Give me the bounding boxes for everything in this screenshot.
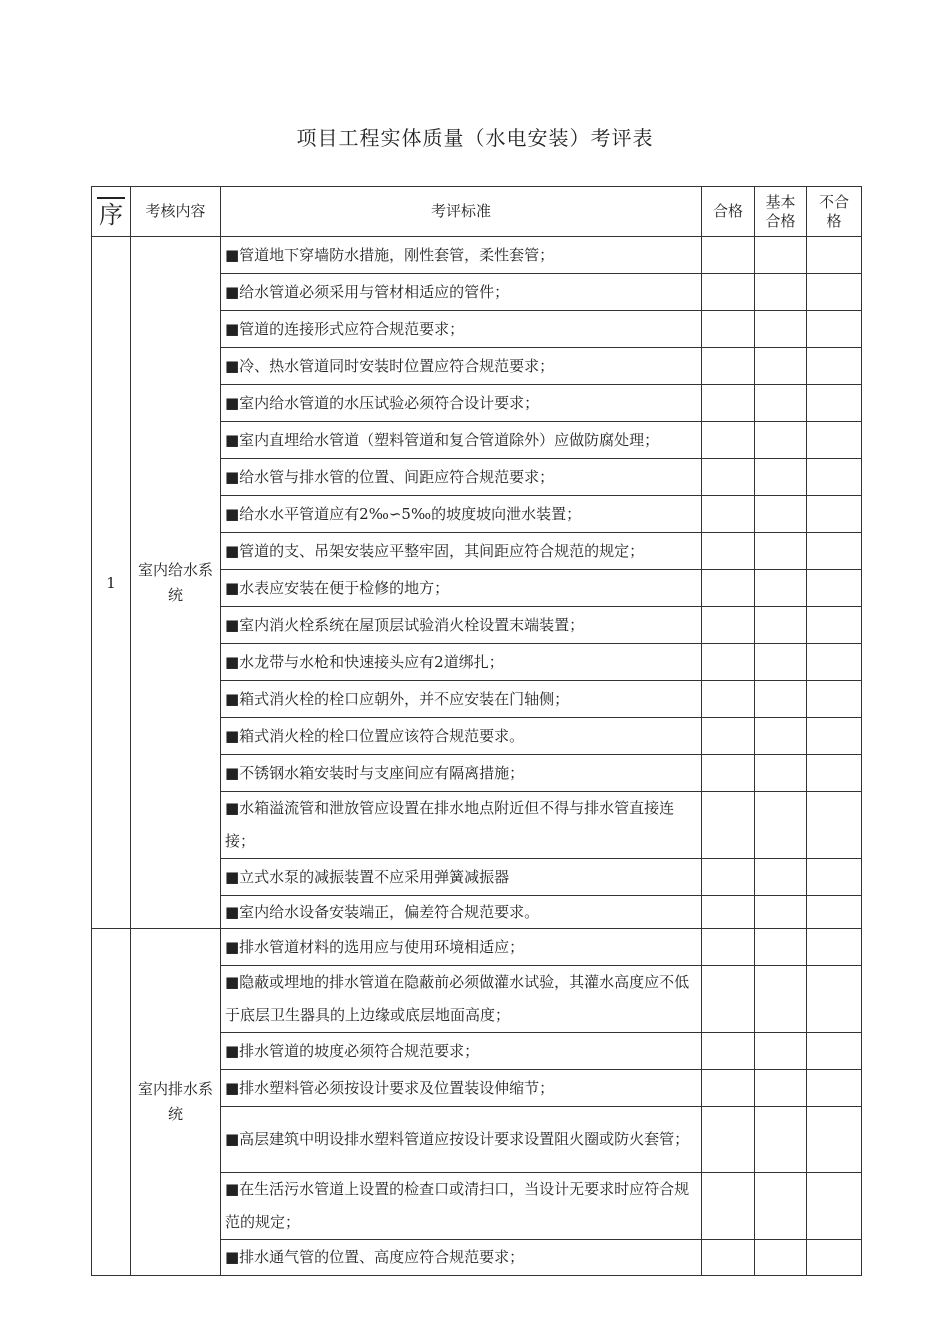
criteria-item: ■给水水平管道应有2‰∽5‰的坡度坡向泄水装置； — [221, 496, 702, 533]
pass-cell[interactable] — [702, 348, 755, 385]
fail-cell[interactable] — [807, 792, 862, 859]
basic-pass-cell[interactable] — [755, 422, 807, 459]
criteria-item: ■管道的支、吊架安装应平整牢固，其间距应符合规范的规定； — [221, 533, 702, 570]
criteria-item: ■排水通气管的位置、高度应符合规范要求； — [221, 1240, 702, 1276]
header-basic-pass: 基本合格 — [755, 187, 807, 237]
fail-cell[interactable] — [807, 496, 862, 533]
fail-cell[interactable] — [807, 570, 862, 607]
basic-pass-cell[interactable] — [755, 496, 807, 533]
basic-pass-cell[interactable] — [755, 570, 807, 607]
fail-cell[interactable] — [807, 1070, 862, 1107]
section-number: 1 — [92, 237, 131, 929]
pass-cell[interactable] — [702, 274, 755, 311]
basic-pass-cell[interactable] — [755, 1033, 807, 1070]
criteria-item: ■排水管道的坡度必须符合规范要求； — [221, 1033, 702, 1070]
pass-cell[interactable] — [702, 929, 755, 966]
page-title: 项目工程实体质量（水电安装）考评表 — [296, 126, 654, 150]
section-content: 室内给水系统 — [131, 237, 221, 929]
fail-cell[interactable] — [807, 422, 862, 459]
basic-pass-cell[interactable] — [755, 718, 807, 755]
basic-pass-cell[interactable] — [755, 859, 807, 896]
fail-cell[interactable] — [807, 859, 862, 896]
criteria-item: ■排水塑料管必须按设计要求及位置装设伸缩节； — [221, 1070, 702, 1107]
pass-cell[interactable] — [702, 1033, 755, 1070]
basic-pass-cell[interactable] — [755, 755, 807, 792]
criteria-item: ■水表应安装在便于检修的地方； — [221, 570, 702, 607]
table-row — [92, 237, 862, 274]
criteria-item: ■室内给水设备安装端正，偏差符合规范要求。 — [221, 896, 702, 929]
basic-pass-cell[interactable] — [755, 459, 807, 496]
criteria-item: ■室内消火栓系统在屋顶层试验消火栓设置末端装置； — [221, 607, 702, 644]
pass-cell[interactable] — [702, 1070, 755, 1107]
fail-cell[interactable] — [807, 1240, 862, 1276]
criteria-item: ■排水管道材料的选用应与使用环境相适应； — [221, 929, 702, 966]
pass-cell[interactable] — [702, 1240, 755, 1276]
criteria-item: ■不锈钢水箱安装时与支座间应有隔离措施； — [221, 755, 702, 792]
fail-cell[interactable] — [807, 348, 862, 385]
fail-cell[interactable] — [807, 644, 862, 681]
basic-pass-cell[interactable] — [755, 1240, 807, 1276]
criteria-item: ■管道的连接形式应符合规范要求； — [221, 311, 702, 348]
criteria-item: ■箱式消火栓的栓口应朝外，并不应安装在门轴侧； — [221, 681, 702, 718]
criteria-item: ■室内给水管道的水压试验必须符合设计要求； — [221, 385, 702, 422]
criteria-item: ■高层建筑中明设排水塑料管道应按设计要求设置阻火圈或防火套管； — [221, 1107, 702, 1173]
fail-cell[interactable] — [807, 966, 862, 1033]
basic-pass-cell[interactable] — [755, 237, 807, 274]
pass-cell[interactable] — [702, 718, 755, 755]
basic-pass-cell[interactable] — [755, 348, 807, 385]
pass-cell[interactable] — [702, 459, 755, 496]
header-seq: 序 — [92, 187, 131, 237]
basic-pass-cell[interactable] — [755, 274, 807, 311]
fail-cell[interactable] — [807, 533, 862, 570]
basic-pass-cell[interactable] — [755, 929, 807, 966]
pass-cell[interactable] — [702, 311, 755, 348]
pass-cell[interactable] — [702, 1173, 755, 1240]
pass-cell[interactable] — [702, 237, 755, 274]
basic-pass-cell[interactable] — [755, 607, 807, 644]
fail-cell[interactable] — [807, 237, 862, 274]
table-row — [92, 929, 862, 966]
pass-cell[interactable] — [702, 792, 755, 859]
criteria-item: ■隐蔽或埋地的排水管道在隐蔽前必须做灌水试验，其灌水高度应不低于底层卫生器具的上边缘或底层地面高度； — [221, 966, 702, 1033]
basic-pass-cell[interactable] — [755, 1107, 807, 1173]
pass-cell[interactable] — [702, 496, 755, 533]
basic-pass-cell[interactable] — [755, 966, 807, 1033]
criteria-item: ■箱式消火栓的栓口位置应该符合规范要求。 — [221, 718, 702, 755]
basic-pass-cell[interactable] — [755, 385, 807, 422]
header-row — [92, 187, 862, 237]
criteria-item: ■立式水泵的减振装置不应采用弹簧减振器 — [221, 859, 702, 896]
header-criteria: 考评标准 — [221, 187, 702, 237]
basic-pass-cell[interactable] — [755, 644, 807, 681]
basic-pass-cell[interactable] — [755, 311, 807, 348]
pass-cell[interactable] — [702, 570, 755, 607]
basic-pass-cell[interactable] — [755, 1173, 807, 1240]
pass-cell[interactable] — [702, 681, 755, 718]
basic-pass-cell[interactable] — [755, 896, 807, 929]
section-number — [92, 929, 131, 1276]
fail-cell[interactable] — [807, 311, 862, 348]
criteria-item: ■室内直埋给水管道（塑料管道和复合管道除外）应做防腐处理； — [221, 422, 702, 459]
fail-cell[interactable] — [807, 1033, 862, 1070]
pass-cell[interactable] — [702, 755, 755, 792]
pass-cell[interactable] — [702, 533, 755, 570]
pass-cell[interactable] — [702, 859, 755, 896]
header-content: 考核内容 — [131, 187, 221, 237]
fail-cell[interactable] — [807, 1107, 862, 1173]
section-content: 室内排水系统 — [131, 929, 221, 1276]
criteria-item: ■在生活污水管道上设置的检查口或清扫口，当设计无要求时应符合规范的规定； — [221, 1173, 702, 1240]
criteria-item: ■给水管道必须采用与管材相适应的管件； — [221, 274, 702, 311]
fail-cell[interactable] — [807, 929, 862, 966]
pass-cell[interactable] — [702, 1107, 755, 1173]
pass-cell[interactable] — [702, 896, 755, 929]
criteria-item: ■管道地下穿墙防水措施，刚性套管，柔性套管； — [221, 237, 702, 274]
fail-cell[interactable] — [807, 681, 862, 718]
pass-cell[interactable] — [702, 607, 755, 644]
fail-cell[interactable] — [807, 755, 862, 792]
basic-pass-cell[interactable] — [755, 792, 807, 859]
evaluation-table — [91, 186, 862, 1276]
fail-cell[interactable] — [807, 896, 862, 929]
criteria-item: ■冷、热水管道同时安装时位置应符合规范要求； — [221, 348, 702, 385]
pass-cell[interactable] — [702, 966, 755, 1033]
fail-cell[interactable] — [807, 385, 862, 422]
fail-cell[interactable] — [807, 459, 862, 496]
basic-pass-cell[interactable] — [755, 533, 807, 570]
fail-cell[interactable] — [807, 607, 862, 644]
criteria-item: ■水箱溢流管和泄放管应设置在排水地点附近但不得与排水管直接连接； — [221, 792, 702, 859]
criteria-item: ■给水管与排水管的位置、间距应符合规范要求； — [221, 459, 702, 496]
pass-cell[interactable] — [702, 385, 755, 422]
pass-cell[interactable] — [702, 644, 755, 681]
header-pass: 合格 — [702, 187, 755, 237]
pass-cell[interactable] — [702, 422, 755, 459]
fail-cell[interactable] — [807, 718, 862, 755]
fail-cell[interactable] — [807, 1173, 862, 1240]
header-fail: 不合格 — [807, 187, 862, 237]
criteria-item: ■水龙带与水枪和快速接头应有2道绑扎； — [221, 644, 702, 681]
basic-pass-cell[interactable] — [755, 681, 807, 718]
fail-cell[interactable] — [807, 274, 862, 311]
basic-pass-cell[interactable] — [755, 1070, 807, 1107]
